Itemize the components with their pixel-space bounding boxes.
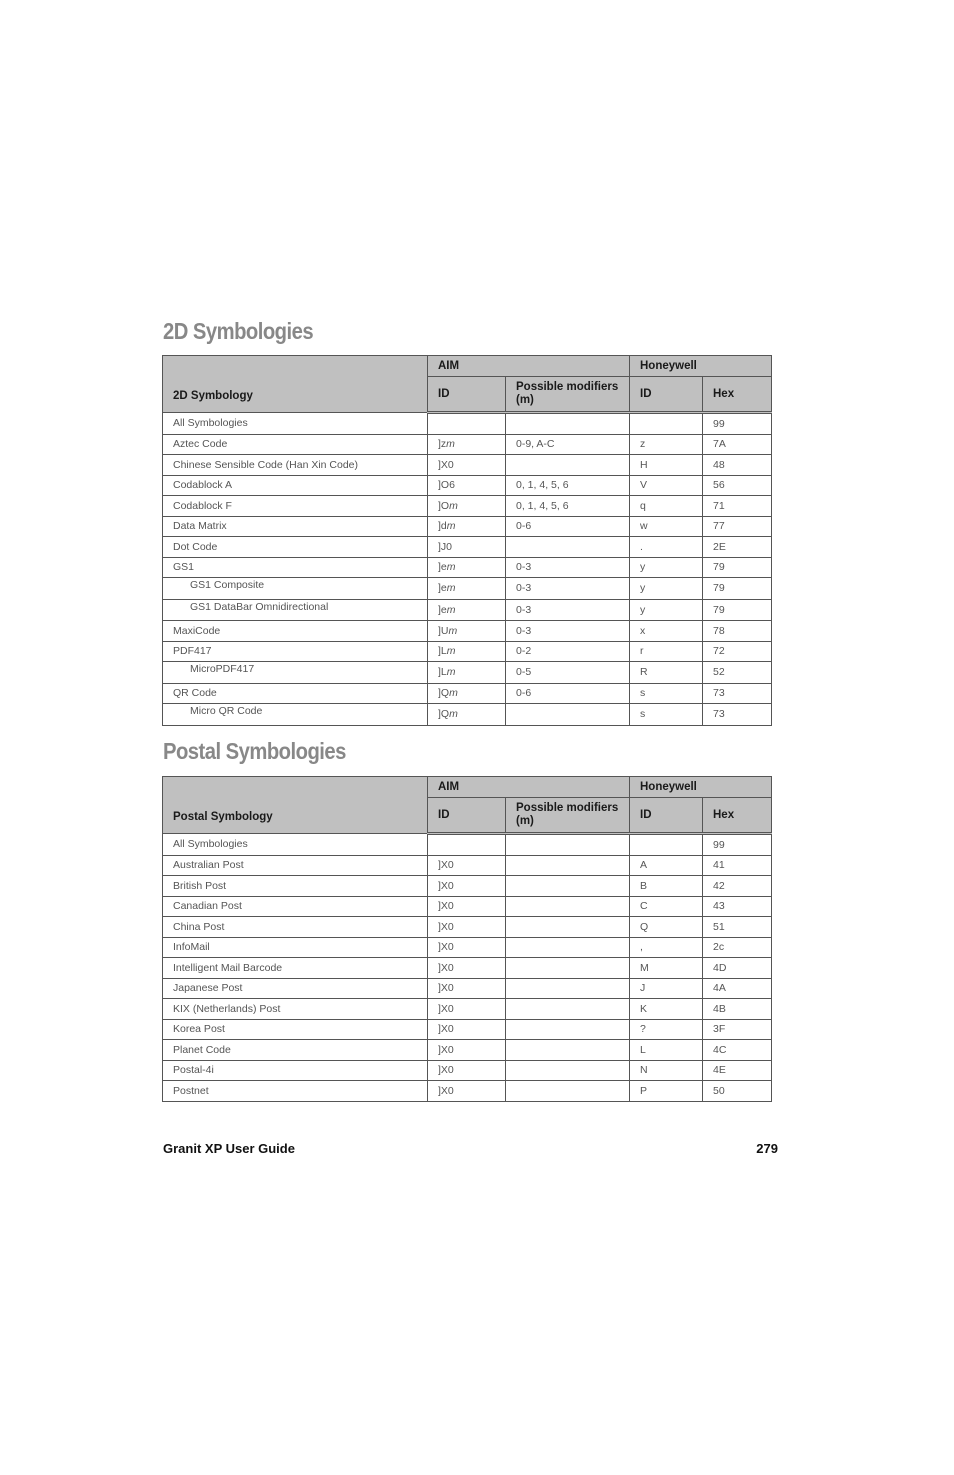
aim-id-prefix: ]X0 <box>438 961 454 974</box>
cell-symbology: Planet Code <box>163 1040 428 1061</box>
cell-hex: 48 <box>703 455 772 476</box>
cell-modifiers <box>506 999 630 1020</box>
cell-honeywell-id: H <box>630 455 703 476</box>
cell-aim-id <box>428 455 506 476</box>
cell-hex: 99 <box>703 834 772 856</box>
aim-id-prefix: ]X0 <box>438 1023 454 1036</box>
cell-aim-id <box>428 475 506 496</box>
cell-symbology: Canadian Post <box>163 896 428 917</box>
cell-aim-id <box>428 1060 506 1081</box>
header-honeywell: Honeywell <box>630 777 772 798</box>
cell-modifiers <box>506 1081 630 1102</box>
cell-symbology: InfoMail <box>163 937 428 958</box>
aim-id-prefix: ]X0 <box>438 879 454 892</box>
cell-aim-id <box>428 1081 506 1102</box>
table-row <box>163 662 772 684</box>
cell-honeywell-id: s <box>630 683 703 704</box>
aim-id-prefix: ]X0 <box>438 1002 454 1015</box>
cell-symbology: Data Matrix <box>163 516 428 537</box>
cell-aim-id <box>428 999 506 1020</box>
cell-symbology: All Symbologies <box>163 413 428 435</box>
cell-hex: 77 <box>703 516 772 537</box>
header-hex: Hex <box>703 798 772 834</box>
cell-modifiers <box>506 876 630 897</box>
aim-id-modifier: m <box>446 582 456 595</box>
header-honeywell-id: ID <box>630 798 703 834</box>
cell-honeywell-id: M <box>630 958 703 979</box>
header-symbology: Postal Symbology <box>163 777 428 834</box>
header-symbology: 2D Symbology <box>163 356 428 413</box>
cell-honeywell-id: r <box>630 641 703 662</box>
cell-honeywell-id: y <box>630 557 703 578</box>
cell-aim-id <box>428 434 506 455</box>
aim-id-modifier: m <box>446 438 455 451</box>
cell-modifiers <box>506 958 630 979</box>
aim-id-prefix: ]d <box>438 520 447 533</box>
table-row <box>163 641 772 662</box>
table-row <box>163 978 772 999</box>
cell-modifiers <box>506 937 630 958</box>
table-row <box>163 958 772 979</box>
cell-hex: 79 <box>703 578 772 600</box>
cell-modifiers <box>506 855 630 876</box>
cell-symbology: Intelligent Mail Barcode <box>163 958 428 979</box>
aim-id-prefix: ]L <box>438 666 447 679</box>
table-row <box>163 999 772 1020</box>
cell-honeywell-id: ? <box>630 1019 703 1040</box>
cell-aim-id <box>428 937 506 958</box>
aim-id-modifier: m <box>446 603 456 616</box>
section-title-2d: 2D Symbologies <box>163 318 314 344</box>
cell-modifiers <box>506 413 630 435</box>
cell-aim-id <box>428 1040 506 1061</box>
aim-id-prefix: ]X0 <box>438 859 454 872</box>
aim-id-modifier: m <box>448 624 458 637</box>
cell-symbology: Postal-4i <box>163 1060 428 1081</box>
table-row <box>163 1019 772 1040</box>
table-row <box>163 557 772 578</box>
cell-honeywell-id: J <box>630 978 703 999</box>
cell-hex: 3F <box>703 1019 772 1040</box>
header-aim-id: ID <box>428 798 506 834</box>
aim-id-prefix: ]X0 <box>438 920 454 933</box>
cell-aim-id <box>428 704 506 726</box>
cell-aim-id <box>428 537 506 558</box>
cell-modifiers: 0-9, A-C <box>506 434 630 455</box>
cell-modifiers <box>506 1060 630 1081</box>
cell-honeywell-id: Q <box>630 917 703 938</box>
header-honeywell-id: ID <box>630 377 703 413</box>
table-row <box>163 516 772 537</box>
cell-aim-id <box>428 496 506 517</box>
cell-hex: 50 <box>703 1081 772 1102</box>
header-honeywell: Honeywell <box>630 356 772 377</box>
aim-id-modifier: m <box>446 645 456 658</box>
cell-modifiers <box>506 834 630 856</box>
cell-hex: 2E <box>703 537 772 558</box>
cell-modifiers: 0-3 <box>506 578 630 600</box>
cell-symbology: KIX (Netherlands) Post <box>163 999 428 1020</box>
cell-modifiers: 0, 1, 4, 5, 6 <box>506 496 630 517</box>
table-row <box>163 434 772 455</box>
header-aim-id: ID <box>428 377 506 413</box>
cell-symbology: Korea Post <box>163 1019 428 1040</box>
cell-honeywell-id: A <box>630 855 703 876</box>
section-title-postal: Postal Symbologies <box>163 738 346 764</box>
cell-hex: 52 <box>703 662 772 684</box>
cell-hex: 79 <box>703 557 772 578</box>
cell-aim-id <box>428 978 506 999</box>
header-aim: AIM <box>428 777 630 798</box>
cell-honeywell-id: R <box>630 662 703 684</box>
cell-hex: 78 <box>703 621 772 642</box>
header-modifiers: Possible modifiers (m) <box>506 377 630 413</box>
table-row <box>163 683 772 704</box>
aim-id-modifier: m <box>446 561 456 574</box>
cell-honeywell-id: w <box>630 516 703 537</box>
cell-aim-id <box>428 413 506 435</box>
cell-aim-id <box>428 621 506 642</box>
table-row <box>163 834 772 856</box>
cell-hex: 42 <box>703 876 772 897</box>
cell-honeywell-id: y <box>630 578 703 600</box>
cell-symbology: GS1 <box>163 557 428 578</box>
cell-modifiers: 0-5 <box>506 662 630 684</box>
cell-symbology: China Post <box>163 917 428 938</box>
aim-id-prefix: ]X0 <box>438 1064 454 1077</box>
cell-modifiers <box>506 537 630 558</box>
table-row <box>163 855 772 876</box>
table-postal-symbologies <box>162 776 772 1102</box>
header-modifiers: Possible modifiers (m) <box>506 798 630 834</box>
cell-hex: 4B <box>703 999 772 1020</box>
cell-hex: 4E <box>703 1060 772 1081</box>
cell-aim-id <box>428 876 506 897</box>
cell-honeywell-id: V <box>630 475 703 496</box>
cell-symbology: Dot Code <box>163 537 428 558</box>
table-body-postal <box>163 834 772 1102</box>
cell-hex: 73 <box>703 683 772 704</box>
aim-id-prefix: ]X0 <box>438 900 454 913</box>
cell-aim-id <box>428 516 506 537</box>
cell-honeywell-id <box>630 834 703 856</box>
cell-aim-id <box>428 855 506 876</box>
cell-modifiers <box>506 1040 630 1061</box>
table-row <box>163 704 772 726</box>
cell-hex: 4A <box>703 978 772 999</box>
cell-modifiers: 0-6 <box>506 516 630 537</box>
cell-aim-id <box>428 557 506 578</box>
cell-symbology: Australian Post <box>163 855 428 876</box>
table-row <box>163 1081 772 1102</box>
aim-id-prefix: ]O6 <box>438 479 455 492</box>
cell-aim-id <box>428 917 506 938</box>
cell-modifiers <box>506 455 630 476</box>
cell-modifiers <box>506 917 630 938</box>
cell-hex: 43 <box>703 896 772 917</box>
cell-hex: 72 <box>703 641 772 662</box>
cell-honeywell-id: y <box>630 599 703 621</box>
cell-symbology: MaxiCode <box>163 621 428 642</box>
cell-hex: 7A <box>703 434 772 455</box>
table-body-2d <box>163 413 772 726</box>
header-aim: AIM <box>428 356 630 377</box>
cell-honeywell-id: L <box>630 1040 703 1061</box>
header-hex: Hex <box>703 377 772 413</box>
aim-id-modifier: m <box>449 687 458 700</box>
aim-id-modifier: m <box>446 520 456 533</box>
aim-id-modifier: m <box>449 499 458 512</box>
cell-honeywell-id: z <box>630 434 703 455</box>
cell-hex: 99 <box>703 413 772 435</box>
cell-modifiers: 0-3 <box>506 557 630 578</box>
cell-symbology: GS1 Composite <box>163 578 428 600</box>
cell-hex: 4C <box>703 1040 772 1061</box>
footer-page-number: 279 <box>756 1141 778 1156</box>
cell-symbology: Aztec Code <box>163 434 428 455</box>
aim-id-prefix: ]Q <box>438 708 450 721</box>
aim-id-prefix: ]O <box>438 499 450 512</box>
cell-honeywell-id: . <box>630 537 703 558</box>
table-2d-symbologies <box>162 355 772 726</box>
aim-id-prefix: ]X0 <box>438 458 454 471</box>
cell-modifiers: 0-3 <box>506 621 630 642</box>
cell-modifiers <box>506 896 630 917</box>
aim-id-prefix: ]e <box>438 582 447 595</box>
cell-symbology: MicroPDF417 <box>163 662 428 684</box>
cell-hex: 2c <box>703 937 772 958</box>
cell-modifiers: 0-2 <box>506 641 630 662</box>
aim-id-prefix: ]X0 <box>438 941 454 954</box>
cell-modifiers <box>506 704 630 726</box>
cell-hex: 79 <box>703 599 772 621</box>
cell-aim-id <box>428 958 506 979</box>
cell-hex: 71 <box>703 496 772 517</box>
cell-symbology: All Symbologies <box>163 834 428 856</box>
cell-hex: 73 <box>703 704 772 726</box>
table-row <box>163 599 772 621</box>
cell-modifiers <box>506 1019 630 1040</box>
table-row <box>163 496 772 517</box>
aim-id-modifier: m <box>449 708 458 721</box>
cell-aim-id <box>428 683 506 704</box>
cell-symbology: Codablock A <box>163 475 428 496</box>
cell-symbology: PDF417 <box>163 641 428 662</box>
aim-id-modifier: m <box>446 666 456 679</box>
table-row <box>163 917 772 938</box>
cell-aim-id <box>428 662 506 684</box>
cell-honeywell-id <box>630 413 703 435</box>
cell-symbology: Postnet <box>163 1081 428 1102</box>
cell-honeywell-id: q <box>630 496 703 517</box>
aim-id-prefix: ]e <box>438 603 447 616</box>
cell-symbology: Chinese Sensible Code (Han Xin Code) <box>163 455 428 476</box>
table-row <box>163 455 772 476</box>
cell-symbology: GS1 DataBar Omnidirectional <box>163 599 428 621</box>
footer-guide-title: Granit XP User Guide <box>163 1141 295 1156</box>
aim-id-prefix: ]L <box>438 645 447 658</box>
cell-modifiers <box>506 978 630 999</box>
cell-aim-id <box>428 896 506 917</box>
cell-modifiers: 0, 1, 4, 5, 6 <box>506 475 630 496</box>
cell-aim-id <box>428 578 506 600</box>
cell-honeywell-id: P <box>630 1081 703 1102</box>
cell-hex: 4D <box>703 958 772 979</box>
cell-symbology: British Post <box>163 876 428 897</box>
table-row <box>163 876 772 897</box>
cell-modifiers: 0-3 <box>506 599 630 621</box>
cell-symbology: QR Code <box>163 683 428 704</box>
table-row <box>163 1060 772 1081</box>
cell-honeywell-id: B <box>630 876 703 897</box>
table-row <box>163 1040 772 1061</box>
cell-honeywell-id: C <box>630 896 703 917</box>
table-row <box>163 475 772 496</box>
cell-honeywell-id: s <box>630 704 703 726</box>
cell-aim-id <box>428 641 506 662</box>
table-row <box>163 413 772 435</box>
aim-id-prefix: ]J0 <box>438 540 453 553</box>
cell-aim-id <box>428 599 506 621</box>
cell-honeywell-id: x <box>630 621 703 642</box>
cell-hex: 56 <box>703 475 772 496</box>
table-row <box>163 578 772 600</box>
cell-aim-id <box>428 834 506 856</box>
cell-modifiers: 0-6 <box>506 683 630 704</box>
cell-symbology: Japanese Post <box>163 978 428 999</box>
aim-id-prefix: ]X0 <box>438 1043 454 1056</box>
aim-id-prefix: ]X0 <box>438 982 454 995</box>
cell-hex: 41 <box>703 855 772 876</box>
aim-id-prefix: ]e <box>438 561 447 574</box>
cell-honeywell-id: , <box>630 937 703 958</box>
cell-symbology: Codablock F <box>163 496 428 517</box>
cell-aim-id <box>428 1019 506 1040</box>
cell-honeywell-id: K <box>630 999 703 1020</box>
cell-hex: 51 <box>703 917 772 938</box>
aim-id-prefix: ]X0 <box>438 1084 454 1097</box>
aim-id-prefix: ]Q <box>438 687 450 700</box>
cell-symbology: Micro QR Code <box>163 704 428 726</box>
cell-honeywell-id: N <box>630 1060 703 1081</box>
aim-id-prefix: ]z <box>438 438 447 451</box>
table-row <box>163 537 772 558</box>
table-row <box>163 937 772 958</box>
table-row <box>163 896 772 917</box>
table-row <box>163 621 772 642</box>
aim-id-prefix: ]U <box>438 624 449 637</box>
